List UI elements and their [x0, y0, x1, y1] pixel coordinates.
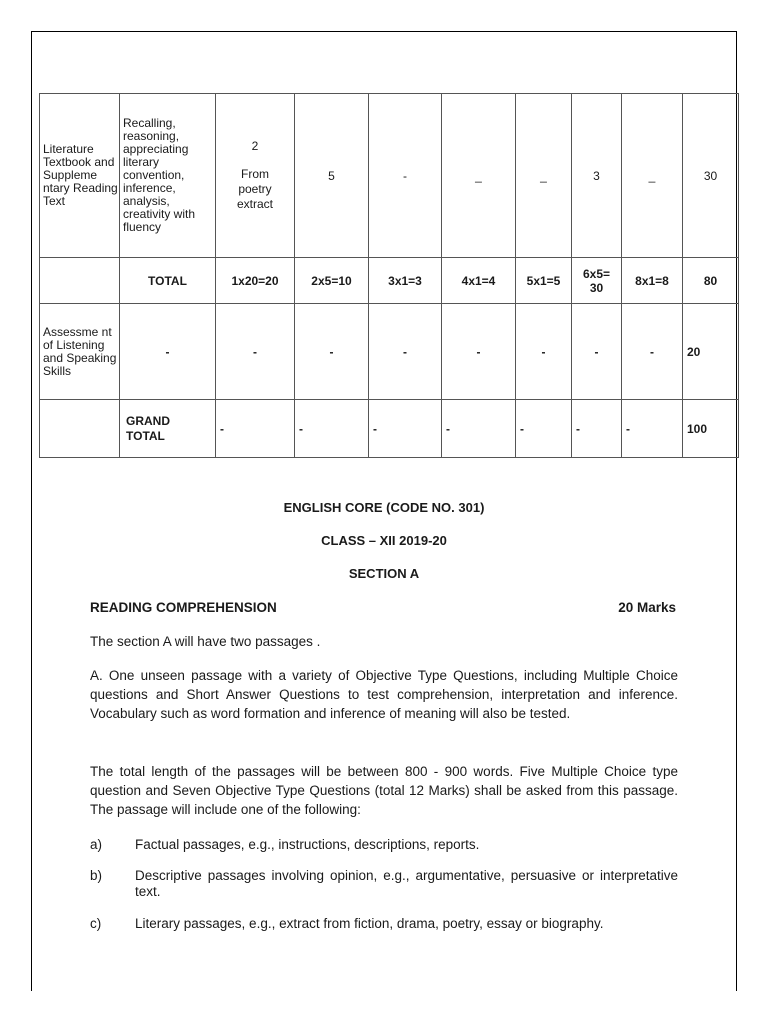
cell-col2: 5 [295, 94, 369, 258]
cell-col6: - [572, 304, 622, 400]
list-item-text: Descriptive passages involving opinion, e.g., argumentative, persuasive or interpretative text. [135, 868, 678, 899]
cell-col6: - [572, 400, 622, 458]
cell-col1: - [216, 304, 295, 400]
cell-empty [40, 258, 120, 304]
cell-col4: - [442, 400, 516, 458]
cell-col2: - [295, 400, 369, 458]
list-item-text: Literary passages, e.g., extract from fiction, drama, poetry, essay or biography. [135, 916, 604, 931]
cell-col4: _ [442, 94, 516, 258]
list-item-label: a) [90, 837, 103, 852]
cell-col1-value: 2 [251, 139, 259, 153]
cell-col4: - [442, 304, 516, 400]
cell-col2: - [295, 304, 369, 400]
paragraph-intro: The section A will have two passages . [90, 634, 321, 649]
marks-table [39, 93, 739, 458]
section-heading [90, 600, 678, 615]
cell-total: 100 [683, 400, 739, 458]
cell-col7: - [622, 400, 683, 458]
cell-col5: _ [516, 94, 572, 258]
paragraph-passage-a: A. One unseen passage with a variety of Objective Type Questions, including Multiple Choice questions and Short Answer Questions to test comprehension, interpretation and inference. Vocabulary such as word formation and inference of meaning will also be tested. [90, 668, 678, 721]
cell-section: Assessme nt of Listening and Speaking Skills [40, 304, 120, 400]
cell-section: Literature Textbook and Suppleme ntary Reading Text [40, 94, 120, 258]
cell-total: 20 [683, 304, 739, 400]
cell-col7: _ [622, 94, 683, 258]
cell-col6: 6x5= 30 [572, 258, 622, 304]
cell-col5: - [516, 304, 572, 400]
cell-col4: 4x1=4 [442, 258, 516, 304]
cell-empty [40, 400, 120, 458]
cell-total: 80 [683, 258, 739, 304]
list-item-text: Factual passages, e.g., instructions, descriptions, reports. [135, 837, 480, 852]
cell-col1-note: From poetry extract [236, 167, 273, 211]
cell-competencies: Recalling, reasoning, appreciating literary convention, inference, analysis, creativity with fluency [120, 94, 216, 258]
cell-total: 30 [683, 94, 739, 258]
class-line: CLASS – XII 2019-20 [321, 533, 447, 548]
cell-col3: - [369, 400, 442, 458]
grand-total-label: GRAND TOTAL [126, 413, 170, 443]
cell-col7: - [622, 304, 683, 400]
table-row-assessment [40, 304, 739, 400]
cell-col5: - [516, 400, 572, 458]
paragraph-length: The total length of the passages will be between 800 - 900 words. Five Multiple Choice type question and Seven Objective Type Questions (total 12 Marks) shall be asked from this passage. The passage will include one of the following: [90, 764, 678, 817]
cell-col1: - [216, 400, 295, 458]
cell-col1 [216, 94, 295, 258]
list-item-label: b) [90, 868, 103, 883]
cell-col6: 3 [572, 94, 622, 258]
table-row-literature [40, 94, 739, 258]
heading-marks: 20 Marks [618, 600, 676, 615]
heading-title: READING COMPREHENSION [90, 600, 277, 615]
cell-col5: 5x1=5 [516, 258, 572, 304]
cell-col3: - [369, 304, 442, 400]
cell-competencies: - [120, 304, 216, 400]
list-item-label: c) [90, 916, 102, 931]
cell-col7: 8x1=8 [622, 258, 683, 304]
cell-col1: 1x20=20 [216, 258, 295, 304]
section-line: SECTION A [348, 566, 420, 581]
table-row-grand-total [40, 400, 739, 458]
cell-col2: 2x5=10 [295, 258, 369, 304]
cell-label [120, 400, 216, 458]
cell-label: TOTAL [120, 258, 216, 304]
doc-title: ENGLISH CORE (CODE NO. 301) [283, 500, 485, 515]
table-row-total [40, 258, 739, 304]
cell-col3: - [369, 94, 442, 258]
cell-col3: 3x1=3 [369, 258, 442, 304]
